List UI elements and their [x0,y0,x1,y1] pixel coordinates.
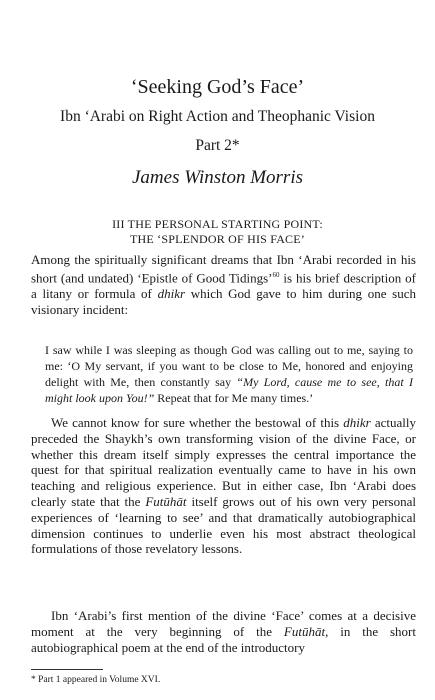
paragraph-1-text-b: is his brief description of a litany or formula of [31,270,417,301]
footnote: * Part 1 appeared in Volume XVI. [31,675,161,685]
paragraph-2-text-b: actually preceded the Shaykh’s own transforming vision of the divine Face, or whether this dream itself simply expresses the central importance the quest for that spiritual realization eventually came to have in his own teaching and religious experience. But in either case, Ibn ‘Arabi does clearly state that the [31,415,416,509]
article-title: ‘Seeking God’s Face’ [130,76,305,98]
block-quote-text-b: Repeat that for Me many times.’ [154,391,314,405]
term-futuhat: Futūhāt [283,623,326,639]
term-futuhat: Futūhāt [145,493,187,509]
term-dhikr: dhikr [157,285,186,301]
paragraph-1 [31,252,416,318]
paragraph-2-text-a: We cannot know for sure whether the bestowal of this [51,415,344,430]
block-quote-prayer: “My Lord, cause me to see, that I might look upon You!” [45,375,413,405]
section-heading-line1: III THE PERSONAL STARTING POINT: [112,217,323,231]
paragraph-2-text-c: itself grows out of his own very personal experiences of ‘learning to see’ and that dramatically autobiographical dimension continues to underlie even his most abstract theological formulations of those revelatory lessons. [31,493,416,557]
paragraph-3-text-a: Ibn ‘Arabi’s first mention of the divine ‘Face’ comes at a decisive moment at the very beginning of the [31,608,416,639]
part-label: Part 2* [195,137,240,154]
footnote-rule [31,669,103,670]
paragraph-1-text-a: Among the spiritually significant dreams that Ibn ‘Arabi recorded in his short (and undated) ‘Epistle of Good Tidings’ [31,252,416,286]
block-quote [45,342,413,406]
term-dhikr: dhikr [343,415,371,430]
section-heading-line2: THE ‘SPLENDOR OF HIS FACE’ [130,232,305,246]
block-quote-text-a: I saw while I was sleeping as though God was calling out to me, saying to me: ‘O My servant, if you want to be close to Me, honored and enjoying delight with Me, then constantly say [45,343,413,389]
paragraph-1-text-c: which God gave to him during one such visionary incident: [31,285,417,317]
paragraph-2 [31,415,416,557]
paragraph-3 [31,608,416,655]
article-subtitle: Ibn ‘Arabi on Right Action and Theophanic Vision [60,108,375,125]
paragraph-3-text-b: , in the short autobiographical poem at the end of the introductory [31,623,416,655]
endnote-marker: 60 [272,270,280,279]
author-name: James Winston Morris [132,167,303,188]
